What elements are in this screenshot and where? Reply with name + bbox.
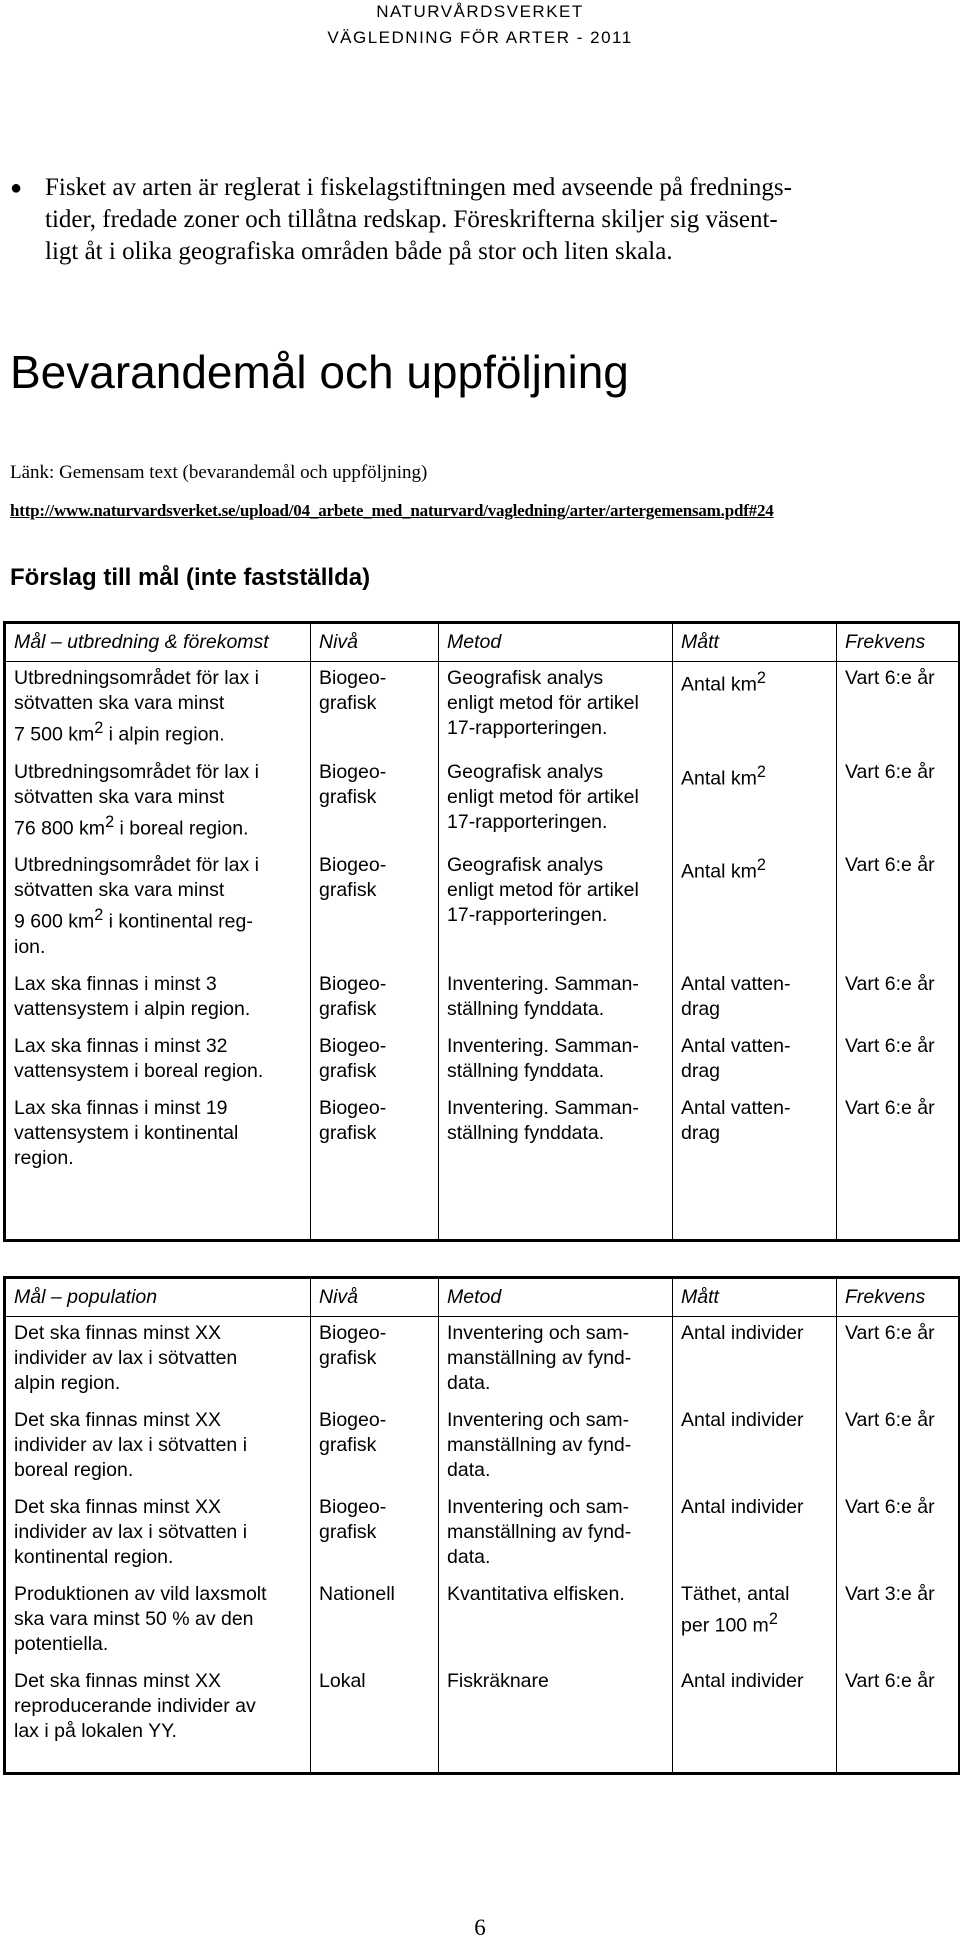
method-cell: Inventering. Samman- ställning fynddata.: [439, 1030, 673, 1092]
measure-cell: Antal $km^2$: [673, 662, 837, 756]
goal-cell: Utbredningsområdet för lax i sötvatten ska vara minst 76 800 $km^2$ i boreal region.: [14, 760, 259, 839]
method-cell: Inventering och sam- manställning av fynd- data.: [439, 1404, 673, 1491]
goal-cell: Utbredningsområdet för lax i sötvatten ska vara minst 9 600 $km^2$ i kontinental reg- ion.: [14, 854, 259, 958]
column-header-measure: Mått: [673, 1278, 837, 1317]
column-header-level: Nivå: [311, 623, 439, 662]
bullet-line: Fisket av arten är reglerat i fiskelagstiftningen med avseende på frednings-: [45, 174, 792, 201]
table-spacer-row: [5, 1752, 960, 1774]
method-cell: Fiskräknare: [439, 1665, 673, 1752]
table-spacer-row: [5, 1179, 960, 1241]
table-row: [5, 1404, 960, 1491]
distribution-goals-table: [3, 621, 960, 1242]
level-cell: Biogeo- grafisk: [311, 662, 439, 756]
table-row: [5, 1665, 960, 1752]
table-row: [5, 1030, 960, 1092]
section-title: Bevarandemål och uppföljning: [10, 346, 629, 398]
table-header-row: [5, 1278, 960, 1317]
population-goals-table: [3, 1276, 960, 1775]
measure-cell: Antal individer: [673, 1665, 837, 1752]
measure-cell: Antal vatten- drag: [673, 968, 837, 1030]
table-row: [5, 849, 960, 968]
method-cell: Inventering och sam- manställning av fynd- data.: [439, 1491, 673, 1578]
level-cell: Biogeo- grafisk: [311, 1092, 439, 1179]
frequency-cell: Vart 6:e år: [837, 968, 960, 1030]
method-cell: Geografisk analys enligt metod för artikel 17-rapporteringen.: [439, 662, 673, 756]
frequency-cell: Vart 3:e år: [837, 1578, 960, 1665]
measure-cell: Antal individer: [673, 1404, 837, 1491]
page-number: 6: [474, 1915, 486, 1940]
column-header-method: Metod: [439, 1278, 673, 1317]
frequency-cell: Vart 6:e år: [837, 1665, 960, 1752]
frequency-cell: Vart 6:e år: [837, 1404, 960, 1491]
measure-cell: Antal individer: [673, 1317, 837, 1405]
level-cell: Biogeo- grafisk: [311, 1491, 439, 1578]
table-row: [5, 1491, 960, 1578]
frequency-cell: Vart 6:e år: [837, 1092, 960, 1179]
method-cell: Geografisk analys enligt metod för artikel 17-rapporteringen.: [439, 756, 673, 850]
method-cell: Inventering. Samman- ställning fynddata.: [439, 968, 673, 1030]
frequency-cell: Vart 6:e år: [837, 849, 960, 968]
bullet-paragraph: [10, 172, 910, 268]
frequency-cell: Vart 6:e år: [837, 1030, 960, 1092]
level-cell: Biogeo- grafisk: [311, 756, 439, 850]
header-org: NATURVÅRDSVERKET: [376, 2, 584, 21]
frequency-cell: Vart 6:e år: [837, 662, 960, 756]
table-row: [5, 1578, 960, 1665]
method-cell: Kvantitativa elfisken.: [439, 1578, 673, 1665]
level-cell: Biogeo- grafisk: [311, 1317, 439, 1405]
goal-cell: Det ska finnas minst XX individer av lax i sötvatten i kontinental region.: [14, 1496, 248, 1568]
column-header-method: Metod: [439, 623, 673, 662]
table-row: [5, 756, 960, 850]
table-header-row: [5, 623, 960, 662]
column-header-frequency: Frekvens: [837, 623, 960, 662]
table-row: [5, 1317, 960, 1405]
level-cell: Lokal: [311, 1665, 439, 1752]
link-label: Länk: Gemensam text (bevarandemål och uppföljning): [10, 462, 428, 483]
goal-cell: Lax ska finnas i minst 32 vattensystem i boreal region.: [14, 1034, 264, 1082]
goal-cell: Det ska finnas minst XX individer av lax i sötvatten i boreal region.: [14, 1409, 248, 1481]
method-cell: Inventering. Samman- ställning fynddata.: [439, 1092, 673, 1179]
column-header-level: Nivå: [311, 1278, 439, 1317]
goals-subheading: Förslag till mål (inte fastställda): [10, 564, 371, 591]
table-row: [5, 968, 960, 1030]
level-cell: Biogeo- grafisk: [311, 849, 439, 968]
goal-cell: Det ska finnas minst XX reproducerande individer av lax i på lokalen YY.: [14, 1670, 256, 1742]
measure-cell: Täthet, antal per 100 $m^2$: [673, 1578, 837, 1665]
level-cell: Biogeo- grafisk: [311, 1404, 439, 1491]
table-row: [5, 1092, 960, 1179]
measure-cell: Antal individer: [673, 1491, 837, 1578]
goal-cell: Produktionen av vild laxsmolt ska vara minst 50 % av den potentiella.: [14, 1583, 267, 1655]
measure-cell: Antal $km^2$: [673, 756, 837, 850]
frequency-cell: Vart 6:e år: [837, 1317, 960, 1405]
bullet-line: tider, fredade zoner och tillåtna redskap. Föreskrifterna skiljer sig väsent-: [45, 206, 778, 233]
column-header-measure: Mått: [673, 623, 837, 662]
goal-cell: Det ska finnas minst XX individer av lax i sötvatten alpin region.: [14, 1322, 238, 1394]
measure-cell: Antal $km^2$: [673, 849, 837, 968]
table-row: [5, 662, 960, 756]
level-cell: Biogeo- grafisk: [311, 968, 439, 1030]
frequency-cell: Vart 6:e år: [837, 1491, 960, 1578]
level-cell: Nationell: [311, 1578, 439, 1665]
method-cell: Geografisk analys enligt metod för artikel 17-rapporteringen.: [439, 849, 673, 968]
frequency-cell: Vart 6:e år: [837, 756, 960, 850]
measure-cell: Antal vatten- drag: [673, 1092, 837, 1179]
link-url[interactable]: http://www.naturvardsverket.se/upload/04_arbete_med_naturvard/vagledning/arter/artergemensam.pdf#24: [10, 501, 774, 520]
column-header-frequency: Frekvens: [837, 1278, 960, 1317]
header-subtitle: VÄGLEDNING FÖR ARTER - 2011: [327, 28, 633, 47]
bullet-line: ligt åt i olika geografiska områden både på stor och liten skala.: [45, 238, 673, 265]
level-cell: Biogeo- grafisk: [311, 1030, 439, 1092]
goal-cell: Lax ska finnas i minst 3 vattensystem i alpin region.: [14, 972, 251, 1020]
method-cell: Inventering och sam- manställning av fynd- data.: [439, 1317, 673, 1405]
column-header-goal: Mål – utbredning & förekomst: [5, 623, 311, 662]
goal-cell: Utbredningsområdet för lax i sötvatten ska vara minst 7 500 $km^2$ i alpin region.: [14, 667, 259, 746]
measure-cell: Antal vatten- drag: [673, 1030, 837, 1092]
column-header-goal: Mål – population: [5, 1278, 311, 1317]
bullet-icon: ●: [10, 177, 23, 199]
goal-cell: Lax ska finnas i minst 19 vattensystem i kontinental region.: [14, 1096, 239, 1169]
